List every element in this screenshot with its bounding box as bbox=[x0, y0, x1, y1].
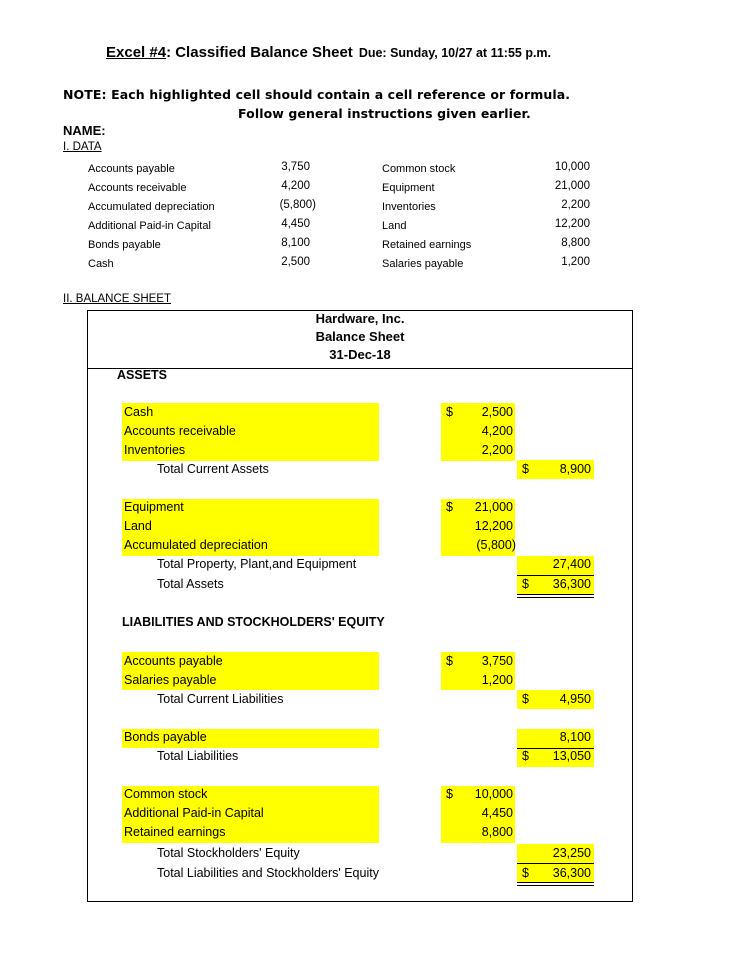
total-assets-value[interactable]: 36,300 bbox=[552, 577, 591, 591]
salaries-payable-value[interactable]: 1,200 bbox=[481, 673, 513, 687]
company-name: Hardware, Inc. bbox=[315, 311, 405, 326]
data-label: Cash bbox=[88, 258, 114, 270]
balance-sheet-heading: II. BALANCE SHEET bbox=[63, 293, 172, 305]
inventories-value[interactable]: 2,200 bbox=[481, 443, 513, 457]
statement-date: 31-Dec-18 bbox=[329, 347, 391, 362]
page-title bbox=[106, 44, 551, 61]
data-value: 3,750 bbox=[281, 161, 310, 173]
total-se-label: Total Stockholders' Equity bbox=[157, 846, 300, 860]
cash-value[interactable]: 2,500 bbox=[481, 405, 513, 419]
data-value: 2,200 bbox=[561, 199, 590, 211]
apic-value[interactable]: 4,450 bbox=[481, 806, 513, 820]
liabilities-heading: LIABILITIES AND STOCKHOLDERS' EQUITY bbox=[122, 615, 385, 629]
dollar-sign: $ bbox=[522, 866, 529, 880]
total-liab-se-label: Total Liabilities and Stockholders' Equity bbox=[157, 866, 379, 880]
retained-earnings-label[interactable]: Retained earnings bbox=[124, 825, 226, 839]
data-value: 12,200 bbox=[554, 218, 590, 230]
dollar-sign: $ bbox=[522, 577, 529, 591]
note-line2: Follow general instructions given earlier. bbox=[238, 106, 531, 121]
data-value: 8,800 bbox=[561, 237, 590, 249]
data-value: 2,500 bbox=[281, 256, 310, 268]
total-liabilities-value[interactable]: 13,050 bbox=[552, 749, 591, 763]
common-stock-label[interactable]: Common stock bbox=[124, 787, 208, 801]
total-liab-se-value[interactable]: 36,300 bbox=[552, 866, 591, 880]
note-line1: NOTE: Each highlighted cell should contain a cell reference or formula. bbox=[63, 87, 571, 102]
data-heading: I. DATA bbox=[63, 141, 102, 153]
title-part1: Excel #4 bbox=[106, 44, 167, 61]
data-value: 4,450 bbox=[281, 218, 310, 230]
data-value: 21,000 bbox=[554, 180, 590, 192]
data-label: Equipment bbox=[382, 182, 435, 194]
double-underline bbox=[517, 594, 594, 598]
accounts-receivable-label[interactable]: Accounts receivable bbox=[124, 424, 236, 438]
statement-name: Balance Sheet bbox=[315, 329, 405, 344]
dollar-sign: $ bbox=[446, 787, 453, 801]
common-stock-value[interactable]: 10,000 bbox=[474, 787, 513, 801]
accounts-receivable-value[interactable]: 4,200 bbox=[481, 424, 513, 438]
accounts-payable-value[interactable]: 3,750 bbox=[481, 654, 513, 668]
land-value[interactable]: 12,200 bbox=[474, 519, 513, 533]
equipment-label[interactable]: Equipment bbox=[124, 500, 184, 514]
dollar-sign: $ bbox=[522, 692, 529, 706]
data-label: Accounts payable bbox=[88, 163, 175, 175]
dollar-sign: $ bbox=[522, 749, 529, 763]
salaries-payable-label[interactable]: Salaries payable bbox=[124, 673, 217, 687]
data-label: Inventories bbox=[382, 201, 436, 213]
data-value: 8,100 bbox=[281, 237, 310, 249]
double-underline bbox=[517, 882, 594, 886]
total-se-value[interactable]: 23,250 bbox=[552, 846, 591, 860]
dollar-sign: $ bbox=[522, 462, 529, 476]
total-liabilities-label: Total Liabilities bbox=[157, 749, 239, 763]
total-ppe-label: Total Property, Plant,and Equipment bbox=[157, 557, 357, 571]
total-current-liabilities-value[interactable]: 4,950 bbox=[559, 692, 591, 706]
header-divider bbox=[87, 368, 633, 369]
bonds-payable-label[interactable]: Bonds payable bbox=[124, 730, 207, 744]
inventories-label[interactable]: Inventories bbox=[124, 443, 186, 457]
accumulated-depreciation-label[interactable]: Accumulated depreciation bbox=[124, 538, 268, 552]
data-label: Retained earnings bbox=[382, 239, 472, 251]
dollar-sign: $ bbox=[446, 500, 453, 514]
data-label: Bonds payable bbox=[88, 239, 161, 251]
equipment-value[interactable]: 21,000 bbox=[474, 500, 513, 514]
data-label: Accounts receivable bbox=[88, 182, 187, 194]
name-label: NAME: bbox=[63, 123, 106, 138]
cash-label[interactable]: Cash bbox=[124, 405, 154, 419]
data-label: Salaries payable bbox=[382, 258, 464, 270]
dollar-sign: $ bbox=[446, 654, 453, 668]
total-current-liabilities-label: Total Current Liabilities bbox=[157, 692, 284, 706]
due-date: Due: Sunday, 10/27 at 11:55 p.m. bbox=[358, 46, 552, 60]
retained-earnings-value[interactable]: 8,800 bbox=[481, 825, 513, 839]
land-label[interactable]: Land bbox=[124, 519, 152, 533]
data-label: Common stock bbox=[382, 163, 456, 175]
title-part2: : Classified Balance Sheet bbox=[166, 44, 353, 61]
total-assets-label: Total Assets bbox=[157, 577, 224, 591]
assets-heading: ASSETS bbox=[117, 368, 168, 382]
data-label: Land bbox=[382, 220, 407, 232]
data-label: Accumulated depreciation bbox=[88, 201, 215, 213]
data-label: Additional Paid-in Capital bbox=[88, 220, 211, 232]
apic-label[interactable]: Additional Paid-in Capital bbox=[124, 806, 264, 820]
total-current-assets-label: Total Current Assets bbox=[157, 462, 269, 476]
data-value: 1,200 bbox=[561, 256, 590, 268]
accumulated-depreciation-value[interactable]: (5,800) bbox=[476, 538, 516, 552]
data-value: 4,200 bbox=[281, 180, 310, 192]
data-value: 10,000 bbox=[554, 161, 590, 173]
data-value: (5,800) bbox=[279, 199, 316, 211]
total-current-assets-value[interactable]: 8,900 bbox=[559, 462, 591, 476]
total-ppe-value[interactable]: 27,400 bbox=[552, 557, 591, 571]
dollar-sign: $ bbox=[446, 405, 453, 419]
bonds-payable-value[interactable]: 8,100 bbox=[559, 730, 591, 744]
accounts-payable-label[interactable]: Accounts payable bbox=[124, 654, 223, 668]
